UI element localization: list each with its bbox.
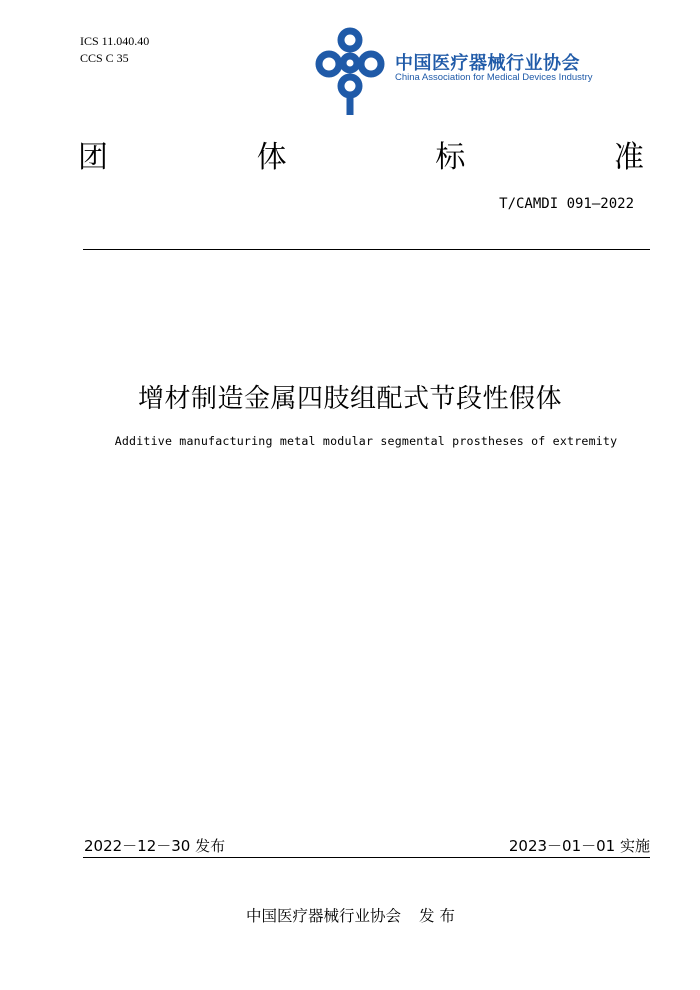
document-title-en: Additive manufacturing metal modular segmental prostheses of extremity [114,434,618,448]
camdi-knot-logo-icon [312,24,400,116]
standard-type-char: 标 [435,140,466,175]
publisher-line [246,904,455,926]
publish-date: 2022－12－30 发布 [84,837,226,855]
ics-code: ICS 11.040.40 [80,34,150,48]
header-divider [83,249,650,250]
publisher-action: 发 布 [419,907,455,925]
standard-type-char: 团 [78,140,108,175]
ccs-code: CCS C 35 [80,51,129,65]
footer-divider [83,857,650,858]
standard-type-char: 准 [613,140,644,175]
organization-name-cn: 中国医疗器械行业协会 [395,53,580,74]
classification-block [80,33,149,67]
document-title-cn: 增材制造金属四肢组配式节段性假体 [137,384,562,414]
implementation-date: 2023－01－01 实施 [508,837,650,855]
standard-number: T/CAMDI 091—2022 [499,196,634,212]
standard-type-heading [78,134,644,174]
publisher-name: 中国医疗器械行业协会 [246,907,402,925]
standard-type-char: 体 [256,140,287,175]
organization-name-en: China Association for Medical Devices Industry [395,72,593,83]
